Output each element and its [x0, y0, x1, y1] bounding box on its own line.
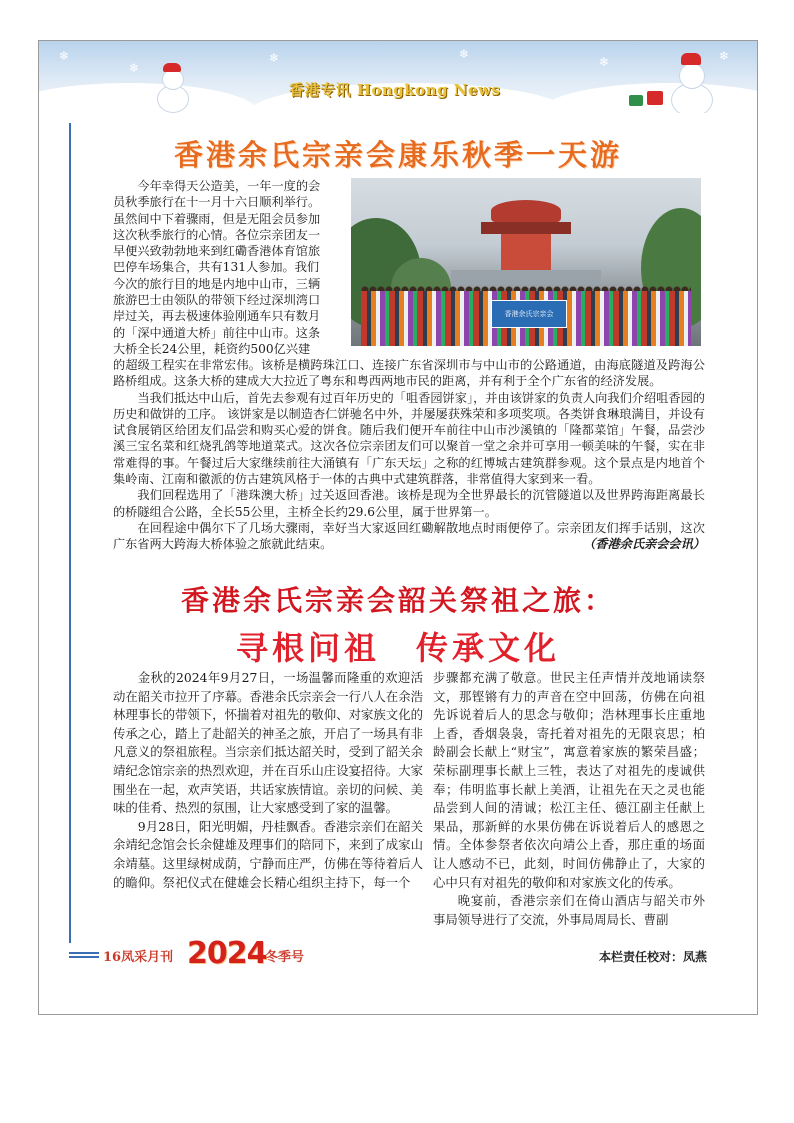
- snowflake-icon: ❄: [459, 47, 470, 61]
- intro-line: 岸过关，再去极速体验刚通车只有数月: [113, 309, 321, 324]
- article1-body: [113, 357, 705, 553]
- winter-banner: [39, 41, 757, 113]
- editor-credit: 本栏责任校对：凤燕: [599, 950, 708, 964]
- intro-line: 这次秋季旅行的心情。各位宗亲团友一: [113, 227, 321, 242]
- page-number: 16凤采月刊: [103, 950, 174, 965]
- section-title: 香港专讯 Hongkong News: [289, 81, 501, 99]
- article-credit: （香港余氏亲会会讯）: [583, 537, 705, 552]
- paragraph: 晚宴前，香港宗亲们在倚山酒店与韶关市外事局领导进行了交流，外事局周局长、曹副: [433, 893, 705, 927]
- intro-line: 旅游巴士由领队的带领下经过深圳湾口: [113, 293, 321, 308]
- page-footer: [69, 936, 757, 980]
- left-rule: [69, 123, 71, 943]
- gift-icon: [629, 95, 643, 106]
- snowflake-icon: ❄: [719, 49, 730, 63]
- intro-line: 的「深中通道大桥」前往中山市。这条: [113, 325, 321, 340]
- paragraph: 步骤都充满了敬意。世民主任声情并茂地诵读祭文，那铿锵有力的声音在空中回荡，仿佛在向祖先诉说着后人的思念与敬仰；浩林理事长庄重地上香，香烟袅袅，寄托着对祖先的无限哀思；柏龄副会长献上“财宝”，寓意着家族的繁荣昌盛；荣标副理事长献上三牲，表达了对祖先的虔诚供奉；伟明监事长献上美酒，让祖先在天之灵也能品尝到人间的清诚；松江主任、德江副主任献上果品，那新鲜的水果仿佛在诉说着后人的感恩之情。全体参祭者依次向靖公上香，那庄重的场面让人感动不已，此刻，时间仿佛静止了，大家的心中只有对祖先的敬仰和对家族文化的传承。: [433, 670, 705, 890]
- snowflake-icon: ❄: [129, 61, 140, 75]
- intro-line: 虽然间中下着骤雨，但是无阻会员参加: [113, 211, 321, 226]
- intro-line: 今年幸得天公造美，一年一度的会: [137, 179, 321, 193]
- paragraph: 在回程途中偶尔下了几场大骤雨，幸好当大家返回红磡解散地点时雨便停了。宗亲团友们挥手话别，这次广东省两大跨海大桥体验之旅就此结束。 （香港余氏亲会会讯）: [113, 520, 705, 552]
- snowflake-icon: ❄: [269, 51, 280, 65]
- intro-line: 大桥全长24公里，耗资约500亿兴建: [113, 341, 311, 356]
- paragraph: 的超级工程实在非常宏伟。该桥是横跨珠江口、连接广东省深圳市与中山市的公路通道，由海底隧道及跨海公路桥组成。这条大桥的建成大大拉近了粤东和粤西两地市民的距离，并有利于全个广东省的经济发展。: [113, 358, 705, 389]
- paragraph: 金秋的2024年9月27日，一场温馨而隆重的欢迎活动在韶关市拉开了序幕。香港余氏宗亲会一行八人在余浩林理事长的带领下，怀揣着对祖先的敬仰、对家族文化的传承之心，踏上了赴韶关的神圣之旅，开启了一场具有非凡意义的祭祖旅程。当宗亲们抵达韶关时，受到了韶关余靖纪念馆宗亲的热烈欢迎，并在百乐山庄设宴招待。大家围坐在一起，欢声笑语，共话家族情谊。亲切的问候、美味的佳肴、热烈的氛围，让大家感受到了家的温馨。: [113, 670, 423, 816]
- article1-intro: [113, 178, 345, 357]
- snowflake-icon: ❄: [599, 55, 610, 69]
- paragraph: 9月28日，阳光明媚，丹桂飘香。香港宗亲们在韶关余靖纪念馆会长余健雄及理事们的陪同下，来到了成家山余靖墓。这里绿树成荫，宁静而庄严，仿佛在等待着后人的瞻仰。祭祀仪式在健雄会长精心组织主持下，每一个: [113, 818, 423, 890]
- group-photo: [351, 178, 701, 346]
- intro-line: 巴停车场集合，共有131人参加。我们: [113, 260, 320, 275]
- intro-line: 员秋季旅行在十一月十六日顺利举行。: [113, 195, 321, 210]
- snowflake-icon: ❄: [59, 49, 70, 63]
- article2-headline: 香港余氏宗亲会韶关祭祖之旅：: [180, 584, 615, 617]
- intro-line: 早便兴致勃勃地来到红磡香港体育馆旅: [113, 244, 321, 259]
- snow-hill: [39, 83, 259, 113]
- gift-icon: [647, 91, 663, 105]
- group-banner: 香港余氏宗亲会: [491, 300, 567, 328]
- paragraph: 当我们抵达中山后，首先去参观有过百年历史的「咀香园饼家」，并由该饼家的负责人向我们介绍咀香园的历史和做饼的工序。 该饼家是以制造杏仁饼驰名中外，并屡屡获殊荣和多项奖项。各类饼食琳琅满目，并设有试食展销区给团友们品尝和购买心爱的饼食。随后我们便开车前往中山市沙溪镇的「隆都菜馆」午餐，品尝沙溪三宝名菜和红烧乳鸽等地道菜式。这次各位宗亲团友们可以聚首一堂之余并可享用一顿美味的午餐，实在非常难得的事。午餐过后大家继续前往大涌镇有「广东天坛」之称的红博城古建筑群参观。这个景点是内地首个集岭南、江南和徽派的仿古建筑风格于一体的古典中式建筑群落，非常值得大家到来一看。: [113, 390, 705, 487]
- issue-season: 冬季号: [265, 950, 305, 965]
- issue-year: 2024: [187, 936, 267, 971]
- paragraph: 我们回程选用了「港珠澳大桥」过关返回香港。该桥是现为全世界最长的沉管隧道以及世界跨海距离最长的桥隧组合公路，全长55公里，主桥全长约29.6公里，属于世界第一。: [113, 488, 705, 519]
- article2-subheadline: 寻根问祖 传承文化: [235, 629, 560, 667]
- article1-headline: 香港余氏宗亲会康乐秋季一天游: [173, 138, 622, 172]
- intro-line: 今次的旅行目的地是内地中山市，三辆: [113, 276, 321, 291]
- magazine-page: [38, 40, 758, 1015]
- article2-column-right: [433, 669, 705, 929]
- article2-column-left: [113, 669, 423, 892]
